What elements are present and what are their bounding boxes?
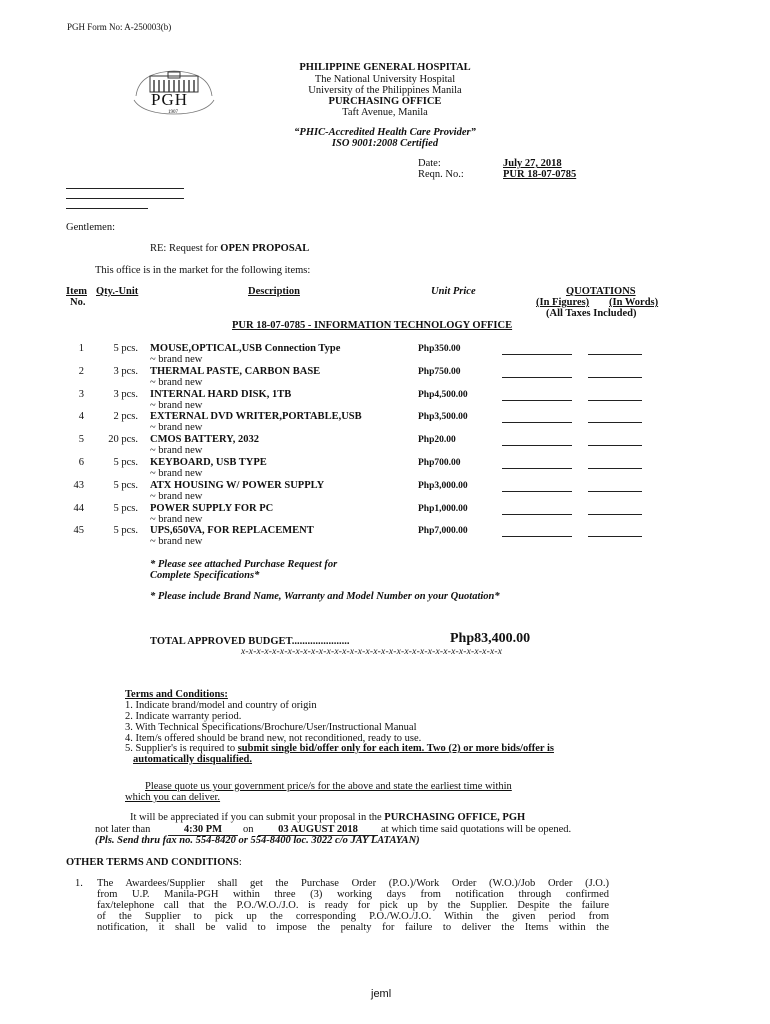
quotation-words-field[interactable]: [588, 468, 642, 469]
item-quantity: 5 pcs.: [113, 343, 138, 354]
other-term-line-5: notification, it shall be valid to impose the penalty for failure to deliver the Items within the: [97, 922, 609, 933]
item-description: INTERNAL HARD DISK, 1TB: [150, 388, 292, 400]
item-quantity: 3 pcs.: [113, 388, 138, 400]
term-4: 4. Item/s offered should be brand new, not reconditioned, ready to use.: [125, 733, 422, 744]
item-unit-price: Php20.00: [418, 435, 456, 446]
other-terms-colon: :: [238, 857, 242, 868]
item-quantity: 5 pcs.: [113, 502, 138, 514]
quotation-figures-field[interactable]: [502, 491, 572, 492]
col-item: Item: [66, 286, 87, 297]
quote-line-2: which you can deliver.: [125, 792, 221, 803]
item-number: 43: [73, 479, 84, 491]
item-description: UPS,650VA, FOR REPLACEMENT: [150, 525, 314, 537]
university-name: University of the Philippines Manila: [308, 85, 462, 96]
motto-phic: “PHIC-Accredited Health Care Provider”: [294, 127, 476, 138]
other-term-line-1: The Awardees/Supplier shall get the Purchase Order (P.O.)/Work Order (W.O.)/Job Order (J.O.): [97, 878, 609, 889]
quotation-figures-field[interactable]: [502, 445, 572, 446]
item-description: THERMAL PASTE, CARBON BASE: [150, 365, 321, 377]
quotation-figures-field[interactable]: [502, 422, 572, 423]
col-taxes: (All Taxes Included): [546, 308, 637, 319]
quotation-words-field[interactable]: [588, 422, 642, 423]
table-row: [0, 366, 770, 389]
re-subject: OPEN PROPOSAL: [220, 243, 310, 254]
item-description: KEYBOARD, USB TYPE: [150, 457, 267, 468]
item-description: CMOS BATTERY, 2032: [150, 434, 260, 446]
item-description: MOUSE,OPTICAL,USB Connection Type: [150, 343, 341, 354]
quotation-figures-field[interactable]: [502, 400, 572, 401]
submit-date: 03 AUGUST 2018: [258, 824, 378, 836]
term-2: 2. Indicate warranty period.: [125, 711, 242, 722]
item-condition: ~ brand new: [150, 468, 203, 479]
term-5-prefix: 5. Supplier's is required to: [125, 743, 238, 754]
submit-on: on: [243, 824, 254, 835]
item-unit-price: Php750.00: [418, 366, 461, 377]
item-condition: ~ brand new: [150, 422, 203, 434]
quotation-words-field[interactable]: [588, 491, 642, 492]
item-number: 4: [78, 411, 84, 423]
quotation-words-field[interactable]: [588, 514, 642, 515]
item-quantity: 2 pcs.: [113, 411, 138, 423]
reqn-value: PUR 18-07-0785: [503, 169, 577, 180]
item-quantity: 20 pcs.: [108, 434, 138, 446]
item-number: 6: [78, 457, 84, 468]
budget-x-line: x-x-x-x-x-x-x-x-x-x-x-x-x-x-x-x-x-x-x-x-x-x-x-x-x-x-x-x-x-x-x-x-x-x: [241, 647, 503, 657]
item-condition: ~ brand new: [150, 490, 203, 502]
other-term-line-4: of the Supplier to pick up the corresponding P.O./W.O./J.O. Within the given period from: [97, 911, 609, 922]
term-1: 1. Indicate brand/model and country of origin: [125, 700, 317, 711]
date-label: Date:: [418, 158, 441, 169]
pr-title: PUR 18-07-0785 - INFORMATION TECHNOLOGY OFFICE: [232, 320, 513, 331]
term-3: 3. With Technical Specifications/Brochure/User/Instructional Manual: [125, 722, 417, 733]
hospital-name: PHILIPPINE GENERAL HOSPITAL: [299, 62, 471, 73]
quote-line-1: Please quote us your government price/s for the above and state the earliest time within: [145, 781, 512, 792]
submit-time: 4:30 PM: [168, 824, 238, 836]
submit-prefix: It will be appreciated if you can submit your proposal in the: [130, 812, 385, 823]
quotation-figures-field[interactable]: [502, 514, 572, 515]
term-5-bold: submit single bid/offer only for each item. Two (2) or more bids/offer is: [237, 743, 554, 754]
other-term-line-2: from U.P. Manila-PGH within three (3) working days from notification through confirmed: [97, 889, 609, 900]
intro-text: This office is in the market for the following items:: [95, 265, 311, 276]
table-row: [0, 525, 770, 548]
other-term-number: 1.: [75, 878, 83, 889]
motto-iso: ISO 9001:2008 Certified: [331, 138, 439, 149]
salutation: Gentlemen:: [66, 222, 115, 233]
item-condition: ~ brand new: [150, 376, 203, 388]
item-number: 2: [78, 365, 84, 377]
quotation-figures-field[interactable]: [502, 354, 572, 355]
item-condition: ~ brand new: [150, 513, 203, 525]
table-row: [0, 457, 770, 480]
budget-value: Php83,400.00: [450, 631, 531, 646]
col-in-figures: (In Figures): [536, 297, 590, 308]
quotation-words-field[interactable]: [588, 377, 642, 378]
item-number: 1: [78, 343, 84, 354]
submit-office: PURCHASING OFFICE, PGH: [384, 812, 526, 823]
table-row: [0, 434, 770, 457]
item-quantity: 5 pcs.: [113, 457, 138, 468]
quotation-figures-field[interactable]: [502, 377, 572, 378]
submit-fax: (Pls. Send thru fax no. 554-8420 or 554-8400 loc. 3022 c/o JAY LATAYAN): [95, 835, 420, 846]
item-condition: ~ brand new: [150, 354, 203, 365]
item-quantity: 5 pcs.: [113, 525, 138, 537]
item-description: EXTERNAL DVD WRITER,PORTABLE,USB: [150, 411, 362, 423]
item-number: 44: [73, 502, 84, 514]
item-quantity: 5 pcs.: [113, 479, 138, 491]
re-prefix: RE: Request for: [150, 243, 221, 254]
footer-initials: jeml: [371, 988, 392, 1000]
col-quotations: QUOTATIONS: [566, 286, 636, 297]
item-condition: ~ brand new: [150, 445, 203, 457]
date-value: July 27, 2018: [503, 158, 562, 169]
item-number: 3: [78, 388, 84, 400]
term-5: [125, 743, 554, 754]
logo-year: 1907: [168, 110, 178, 115]
submit-not-later: not later than: [95, 824, 151, 835]
other-terms-label: OTHER TERMS AND CONDITIONS: [66, 857, 239, 868]
item-unit-price: Php1,000.00: [418, 503, 468, 514]
item-condition: ~ brand new: [150, 536, 203, 548]
note-attached-2: Complete Specifications*: [150, 570, 260, 581]
table-row: [0, 411, 770, 434]
col-qty: Qty.-Unit: [96, 286, 139, 297]
quotation-figures-field[interactable]: [502, 536, 572, 537]
item-description: POWER SUPPLY FOR PC: [150, 502, 274, 514]
re-line: [150, 243, 309, 254]
table-row: [0, 503, 770, 526]
note-brand: * Please include Brand Name, Warranty and Model Number on your Quotation*: [150, 591, 500, 602]
item-description: ATX HOUSING W/ POWER SUPPLY: [150, 479, 325, 491]
form-number: PGH Form No: A-250003(b): [67, 22, 172, 32]
reqn-label: Reqn. No.:: [418, 169, 464, 180]
terms-title: Terms and Conditions:: [125, 689, 228, 700]
quotation-words-field[interactable]: [588, 445, 642, 446]
table-row: [0, 480, 770, 503]
quotation-words-field[interactable]: [588, 354, 642, 355]
item-quantity: 3 pcs.: [113, 365, 138, 377]
item-unit-price: Php7,000.00: [418, 526, 468, 537]
quotation-words-field[interactable]: [588, 536, 642, 537]
item-unit-price: Php3,000.00: [418, 480, 468, 491]
term-5-cont: automatically disqualified.: [133, 754, 253, 765]
quotation-figures-field[interactable]: [502, 468, 572, 469]
submit-after: at which time said quotations will be opened.: [381, 824, 572, 835]
office-name: PURCHASING OFFICE: [328, 96, 442, 107]
item-unit-price: Php4,500.00: [418, 389, 468, 400]
col-no: No.: [70, 297, 86, 308]
col-description: Description: [248, 286, 300, 297]
col-in-words: (In Words): [609, 297, 659, 308]
other-terms-title: [66, 857, 242, 868]
item-unit-price: Php3,500.00: [418, 412, 468, 423]
item-unit-price: Php700.00: [418, 458, 461, 468]
item-number: 5: [78, 434, 84, 446]
item-unit-price: Php350.00: [418, 344, 461, 354]
addressee-line-3[interactable]: [66, 208, 148, 209]
quotation-words-field[interactable]: [588, 400, 642, 401]
budget-label: TOTAL APPROVED BUDGET......................: [150, 636, 350, 647]
item-number: 45: [73, 525, 84, 537]
note-attached-1: * Please see attached Purchase Request for: [150, 559, 338, 570]
table-row: [0, 389, 770, 412]
address: Taft Avenue, Manila: [342, 107, 428, 118]
addressee-line-2[interactable]: [66, 198, 184, 199]
other-term-line-3: fax/telephone call that the P.O./W.O./J.O. is ready for pick up by the Supplier. Despite the failure: [97, 900, 609, 911]
addressee-line-1[interactable]: [66, 188, 184, 189]
submit-line-1: [130, 812, 525, 823]
logo-text: PGH: [151, 90, 189, 109]
table-row: [0, 343, 770, 366]
hospital-subtitle: The National University Hospital: [314, 74, 456, 85]
col-unit-price: Unit Price: [431, 286, 476, 297]
item-condition: ~ brand new: [150, 399, 203, 411]
